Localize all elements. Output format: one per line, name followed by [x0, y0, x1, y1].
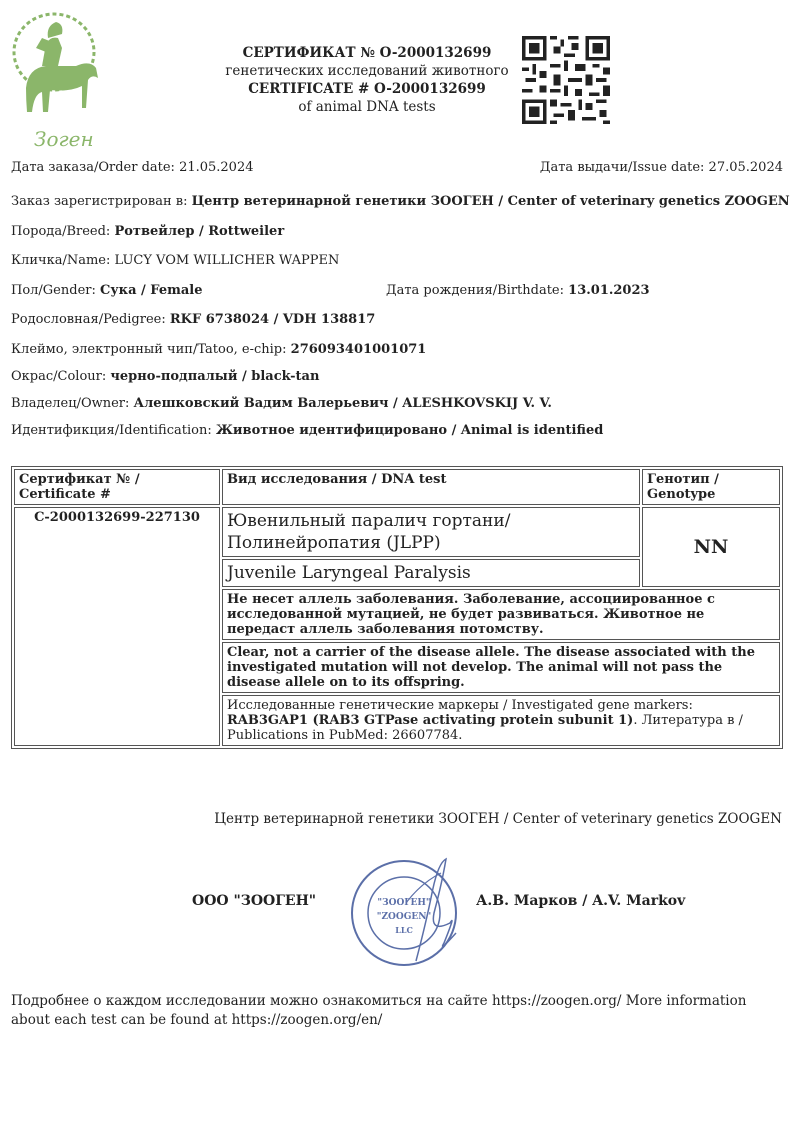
owner-row — [11, 396, 552, 411]
colour-value: черно-подпалый / black-tan — [110, 369, 320, 384]
signatory-name: А.В. Марков / A.V. Markov — [476, 893, 686, 909]
genotype-value: NN — [642, 507, 780, 587]
identification-row — [11, 423, 603, 438]
tatoo-label: Клеймо, электронный чип/Tatoo, e-chip: — [11, 342, 287, 357]
title-en: CERTIFICATE # O-2000132699 — [248, 81, 486, 97]
test-name-ru: Ювенильный паралич гортани/ Полинейропатия (JLPP) — [222, 507, 640, 557]
signature-organization: ООО "ЗООГЕН" — [192, 893, 317, 909]
markers-suffix: . Литература в / Publications in PubMed: 26607784. — [227, 713, 743, 743]
svg-text:"ЗООГЕН": "ЗООГЕН" — [377, 898, 431, 908]
name-value: LUCY VOM WILLICHER WAPPEN — [114, 253, 340, 268]
header-dna-test: Вид исследования / DNA test — [222, 469, 640, 505]
owner-label: Владелец/Owner: — [11, 396, 130, 411]
markers-prefix: Исследованные генетические маркеры / Investigated gene markers: — [227, 698, 693, 713]
issue-date: Дата выдачи/Issue date: 27.05.2024 — [539, 160, 783, 175]
gender-label: Пол/Gender: — [11, 283, 96, 298]
certificate-number: C-2000132699-227130 — [14, 507, 220, 746]
pedigree-row — [11, 312, 375, 327]
pedigree-label: Родословная/Pedigree: — [11, 312, 166, 327]
table-header-row — [14, 469, 780, 505]
breed-row — [11, 224, 284, 239]
title-ru: СЕРТИФИКАТ № O-2000132699 — [242, 45, 492, 61]
test-name-en: Juvenile Laryngeal Paralysis — [222, 559, 640, 587]
colour-row — [11, 369, 319, 384]
name-label: Кличка/Name: — [11, 253, 111, 268]
header-certificate: Сертификат № / Certificate # — [14, 469, 220, 505]
table-row — [14, 507, 780, 557]
subtitle-ru: генетических исследований животного — [225, 63, 509, 79]
identification-label: Идентификция/Identification: — [11, 423, 212, 438]
markers-gene: RAB3GAP1 (RAB3 GTPase activating protein subunit 1) — [227, 713, 634, 728]
subtitle-en: of animal DNA tests — [298, 99, 436, 115]
gender-row — [11, 283, 202, 298]
breed-label: Порода/Breed: — [11, 224, 111, 239]
registered-row — [11, 194, 790, 209]
birthdate-label: Дата рождения/Birthdate: — [386, 283, 565, 298]
gene-markers — [222, 695, 780, 746]
header-genotype: Генотип / Genotype — [642, 469, 780, 505]
svg-text:"ZOOGEN": "ZOOGEN" — [376, 912, 432, 922]
certificate-header — [200, 44, 534, 116]
svg-text:LLC: LLC — [395, 925, 413, 935]
footer-note: Подробнее о каждом исследовании можно ознакомиться на сайте https://zoogen.org/ More information about each test can be found at https://zoogen.org/en/ — [11, 993, 747, 1028]
name-row — [11, 253, 339, 268]
breed-value: Ротвейлер / Rottweiler — [114, 224, 285, 239]
company-stamp — [346, 853, 468, 969]
results-table — [11, 466, 783, 749]
tatoo-row — [11, 342, 426, 357]
registered-label: Заказ зарегистрирован в: — [11, 194, 188, 209]
logo-text: Зоген — [34, 127, 94, 150]
zoogen-logo — [6, 8, 106, 150]
pedigree-value: RKF 6738024 / VDH 138817 — [169, 312, 376, 327]
center-name-line: Центр ветеринарной генетики ЗООГЕН / Center of veterinary genetics ZOOGEN — [214, 811, 782, 827]
owner-value: Алешковский Вадим Валерьевич / ALESHKOVSKIJ V. V. — [133, 396, 552, 411]
identification-value: Животное идентифицировано / Animal is identified — [215, 423, 604, 438]
registered-value: Центр ветеринарной генетики ЗООГЕН / Center of veterinary genetics ZOOGEN — [191, 194, 790, 209]
birthdate-value: 13.01.2023 — [568, 283, 650, 298]
order-date: Дата заказа/Order date: 21.05.2024 — [11, 160, 254, 175]
gender-value: Сука / Female — [100, 283, 203, 298]
result-description-ru: Не несет аллель заболевания. Заболевание, ассоциированное с исследованной мутацией, не будет развиваться. Животное не передаст аллель заболевания потомству. — [222, 589, 780, 640]
result-description-en: Clear, not a carrier of the disease allele. The disease associated with the investigated mutation will not develop. The animal will not pass the disease allele on to its offspring. — [222, 642, 780, 693]
colour-label: Окрас/Colour: — [11, 369, 107, 384]
tatoo-value: 276093401001071 — [290, 342, 427, 357]
qr-code — [522, 36, 610, 124]
birthdate-row — [386, 283, 650, 298]
